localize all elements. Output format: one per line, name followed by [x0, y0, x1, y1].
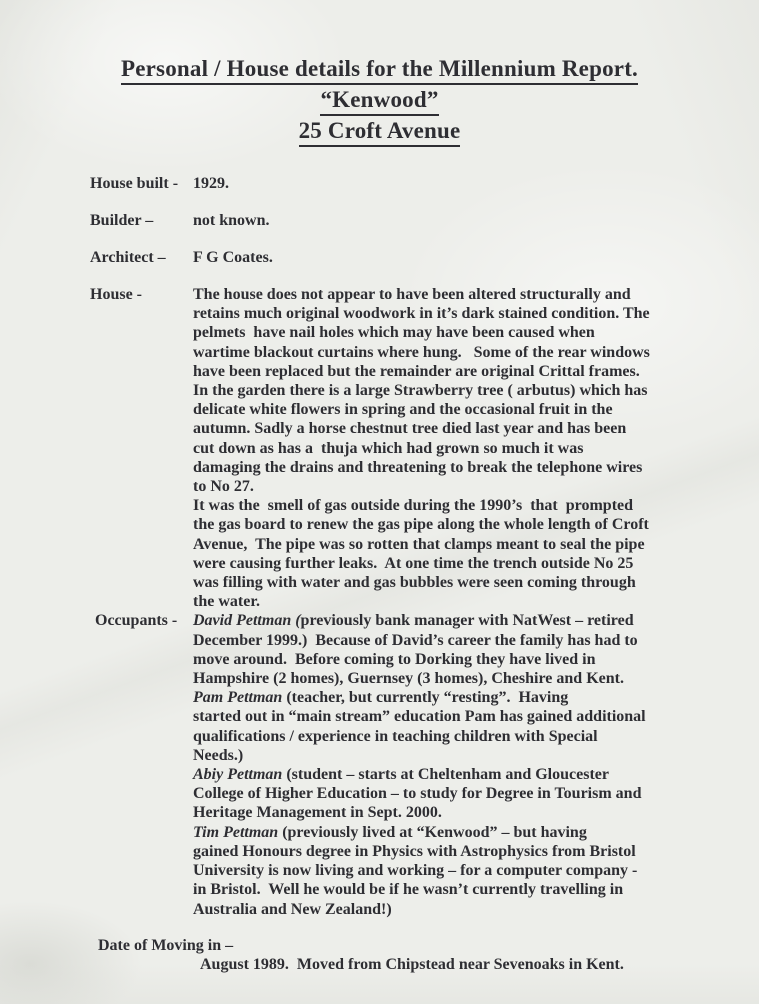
document-title-line [0, 54, 759, 85]
text-line: started out in “main stream” education Pam has gained additional [193, 708, 646, 726]
text-line: have been replaced but the remainder are original Crittal frames. [193, 362, 640, 380]
text-line: University is now living and working – for a computer company - [193, 862, 638, 880]
summary-fields [90, 174, 759, 267]
occupant-name: Pam Pettman [193, 689, 283, 707]
moving-date-value: August 1989. Moved from Chipstead near Sevenoaks in Kent. [200, 955, 624, 973]
document-title: Personal / House details for the Millennium Report. [121, 54, 638, 85]
text-line: The house does not appear to have been altered structurally and [193, 286, 631, 303]
text-line: College of Higher Education – to study for Degree in Tourism and [193, 785, 642, 803]
text-line: David Pettman (previously bank manager with NatWest – retired [193, 612, 634, 630]
house-section-label: House - [90, 286, 142, 303]
text-line: wartime blackout curtains where hung. Some of the rear windows [193, 343, 650, 361]
occupant-name: Abiy Pettman [193, 766, 283, 784]
field-value-builder: not known. [193, 212, 270, 229]
text-line: cut down as has a thuja which had grown so much it was [193, 439, 584, 457]
occupant-name: David Pettman ( [193, 612, 301, 630]
moving-section-label: Date of Moving in – [98, 936, 234, 954]
text-line: Needs.) [193, 746, 244, 764]
field-value-architect: F G Coates. [193, 249, 273, 266]
field-label-builder: Builder – [90, 212, 154, 229]
text-line: Abiy Pettman (student – starts at Cheltenham and Gloucester [193, 766, 609, 784]
text-line: in Bristol. Well he would be if he wasn’t currently travelling in [193, 881, 624, 899]
house-section [90, 285, 759, 611]
text-line: the water. [193, 593, 260, 611]
document-header [0, 54, 759, 147]
text-line: damaging the drains and threatening to break the telephone wires [193, 458, 643, 476]
text-line: qualifications / experience in teaching children with Special [193, 727, 598, 745]
document-title-line [0, 116, 759, 147]
text-line: to No 27. [193, 478, 254, 496]
occupants-description [193, 611, 759, 918]
text-line: Australia and New Zealand!) [193, 900, 392, 918]
occupant-name: Tim Pettman [193, 823, 279, 841]
text-line: Pam Pettman (teacher, but currently “resting”. Having [193, 689, 569, 707]
text-line: autumn. Sadly a horse chestnut tree died last year and has been [193, 420, 627, 438]
text-line: retains much original woodwork in it’s dark stained condition. The [193, 305, 650, 323]
text-line: was filling with water and gas bubbles were seen coming through [193, 574, 636, 592]
text-line: pelmets have nail holes which may have been caused when [193, 324, 595, 342]
text-line: In the garden there is a large Strawberry tree ( arbutus) which has [193, 382, 648, 400]
moving-section [98, 936, 759, 974]
document-title-line [0, 85, 759, 116]
text-line: Avenue, The pipe was so rotten that clamps meant to seal the pipe [193, 535, 645, 553]
address-subtitle: 25 Croft Avenue [299, 116, 461, 147]
text-line: the gas board to renew the gas pipe along the whole length of Croft [193, 516, 649, 534]
text-line: gained Honours degree in Physics with Astrophysics from Bristol [193, 842, 636, 860]
text-line: delicate white flowers in spring and the occasional fruit in the [193, 401, 613, 419]
occupants-section-label: Occupants - [95, 612, 178, 630]
occupants-section [90, 611, 759, 918]
text-line: Hampshire (2 homes), Guernsey (3 homes), Cheshire and Kent. [193, 670, 624, 688]
field-row-architect [90, 248, 759, 267]
text-line: were causing further leaks. At one time the trench outside No 25 [193, 554, 634, 572]
house-description [193, 285, 759, 611]
text-line: Heritage Management in Sept. 2000. [193, 804, 442, 822]
field-row-house-built [90, 174, 759, 193]
text-line: move around. Before coming to Dorking they have lived in [193, 650, 596, 668]
field-row-builder [90, 211, 759, 230]
text-line: December 1999.) Because of David’s career the family has had to [193, 631, 638, 649]
field-value-house-built: 1929. [193, 175, 229, 192]
text-line: It was the smell of gas outside during the 1990’s that prompted [193, 497, 634, 515]
field-label-house-built: House built - [90, 175, 179, 192]
house-name-subtitle: “Kenwood” [320, 85, 438, 116]
field-label-architect: Architect – [90, 249, 166, 266]
text-line: Tim Pettman (previously lived at “Kenwood” – but having [193, 823, 587, 841]
